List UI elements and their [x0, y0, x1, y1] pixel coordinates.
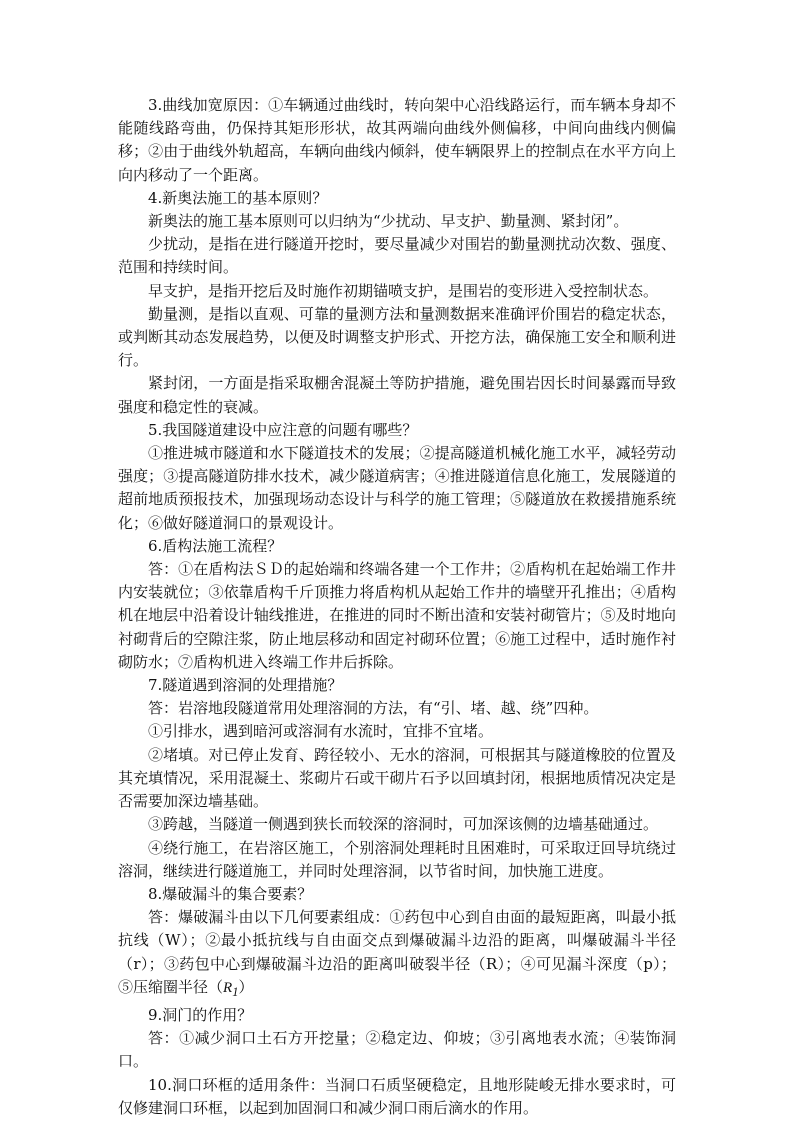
paragraph-portal-function: 答：①减少洞口土石方开挖量；②稳定边、仰坡；③引离地表水流；④装饰洞口。 — [118, 1029, 676, 1071]
paragraph-portal-frame: 10.洞口环框的适用条件：当洞口石质坚硬稳定，且地形陡峻无排水要求时，可仅修建洞口环框，以起到加固洞口和减少洞口雨后滴水的作用。 — [118, 1075, 676, 1117]
heading-natm-principles: 4.新奥法施工的基本原则？ — [148, 188, 328, 207]
paragraph-karst-spanning: ③跨越，当隧道一侧遇到狭长而较深的溶洞时，可加深该侧的边墙基础通过。 — [148, 815, 659, 834]
document-body — [118, 94, 676, 1120]
heading-karst-measures: 7.隧道遇到溶洞的处理措施？ — [148, 676, 343, 695]
paragraph-less-disturbance: 少扰动，是指在进行隧道开挖时，要尽量减少对围岩的勤量测扰动次数、强度、范围和持续时间。 — [118, 235, 676, 277]
paragraph-karst-methods: 答：岩溶地段隧道常用处理溶洞的方法，有“引、堵、越、绕”四种。 — [148, 699, 599, 718]
paragraph-karst-drainage: ①引排水，遇到暗河或溶洞有水流时，宜排不宜堵。 — [148, 722, 494, 741]
heading-blasting-crater: 8.爆破漏斗的集合要素？ — [148, 884, 313, 903]
blasting-crater-text: 答：爆破漏斗由以下几何要素组成：①药包中心到自由面的最短距离，叫最小抵抗线（W）；②最小抵抗线与自由面交点到爆破漏斗边沿的距离，叫爆破漏斗半径（r）；③药包中心到爆破漏斗边沿的距离叫破裂半径（R）；④可见漏斗深度（p）；⑤压缩圈半径（ — [118, 908, 676, 996]
formula-variable: R — [223, 979, 233, 996]
paragraph-blasting-crater — [118, 906, 676, 1004]
formula-subscript: 1 — [232, 984, 239, 999]
paragraph-karst-bypass: ④绕行施工，在岩溶区施工，个别溶洞处理耗时且困难时，可采取迂回导坑绕过溶洞，继续进行隧道施工，并同时处理溶洞，以节省时间，加快施工进度。 — [118, 838, 676, 880]
paragraph-natm-summary: 新奥法的施工基本原则可以归纳为“少扰动、早支护、勤量测、紧封闭”。 — [148, 212, 629, 231]
paragraph-early-support: 早支护，是指开挖后及时施作初期锚喷支护，是围岩的变形进入受控制状态。 — [148, 281, 659, 300]
paragraph-karst-filling: ②堵填。对已停止发育、跨径较小、无水的溶洞，可根据其与隧道橡胶的位置及其充填情况，采用混凝土、浆砌片石或干砌片石予以回填封闭，根据地质情况决定是否需要加深边墙基础。 — [118, 745, 676, 811]
heading-portal-function: 9.洞门的作用？ — [148, 1005, 253, 1024]
heading-shield-process: 6.盾构法施工流程？ — [148, 536, 283, 555]
paragraph-curve-widening: 3.曲线加宽原因：①车辆通过曲线时，转向架中心沿线路运行，而车辆本身却不能随线路弯曲，仍保持其矩形形状，故其两端向曲线外侧偏移，中间向曲线内侧偏移；②由于曲线外轨超高，车辆向曲线内倾斜，使车辆限界上的控制点在水平方向上向内移动了一个距离。 — [118, 96, 676, 184]
paragraph-frequent-measurement: 勤量测，是指以直观、可靠的量测方法和量测数据来准确评价围岩的稳定状态，或判断其动态发展趋势，以便及时调整支护形式、开挖方法，确保施工安全和顺利进行。 — [118, 304, 676, 370]
heading-tunnel-issues: 5.我国隧道建设中应注意的问题有哪些？ — [148, 420, 418, 439]
formula-close-paren: ） — [238, 977, 254, 996]
paragraph-tight-closure: 紧封闭，一方面是指采取棚舍混凝土等防护措施，避免围岩因长时间暴露而导致强度和稳定性的衰减。 — [118, 374, 676, 416]
formula-r1 — [223, 979, 239, 999]
paragraph-shield-process: 答：①在盾构法ＳＤ的起始端和终端各建一个工作井；②盾构机在起始端工作井内安装就位；③依靠盾构千斤顶推力将盾构机从起始工作井的墙壁开孔推出；④盾构机在地层中沿着设计轴线推进，在推进的同时不断出渣和安装衬砌管片；⑤及时地向衬砌背后的空隙注浆，防止地层移动和固定衬砌环位置；⑥施工过程中，适时施作衬砌防水；⑦盾构机进入终端工作井后拆除。 — [118, 560, 676, 671]
paragraph-tunnel-issues: ①推进城市隧道和水下隧道技术的发展；②提高隧道机械化施工水平，减轻劳动强度；③提高隧道防排水技术，减少隧道病害；④推进隧道信息化施工，发展隧道的超前地质预报技术，加强现场动态设计与科学的施工管理；⑤隧道放在救援措施系统化；⑥做好隧道洞口的景观设计。 — [118, 444, 676, 532]
